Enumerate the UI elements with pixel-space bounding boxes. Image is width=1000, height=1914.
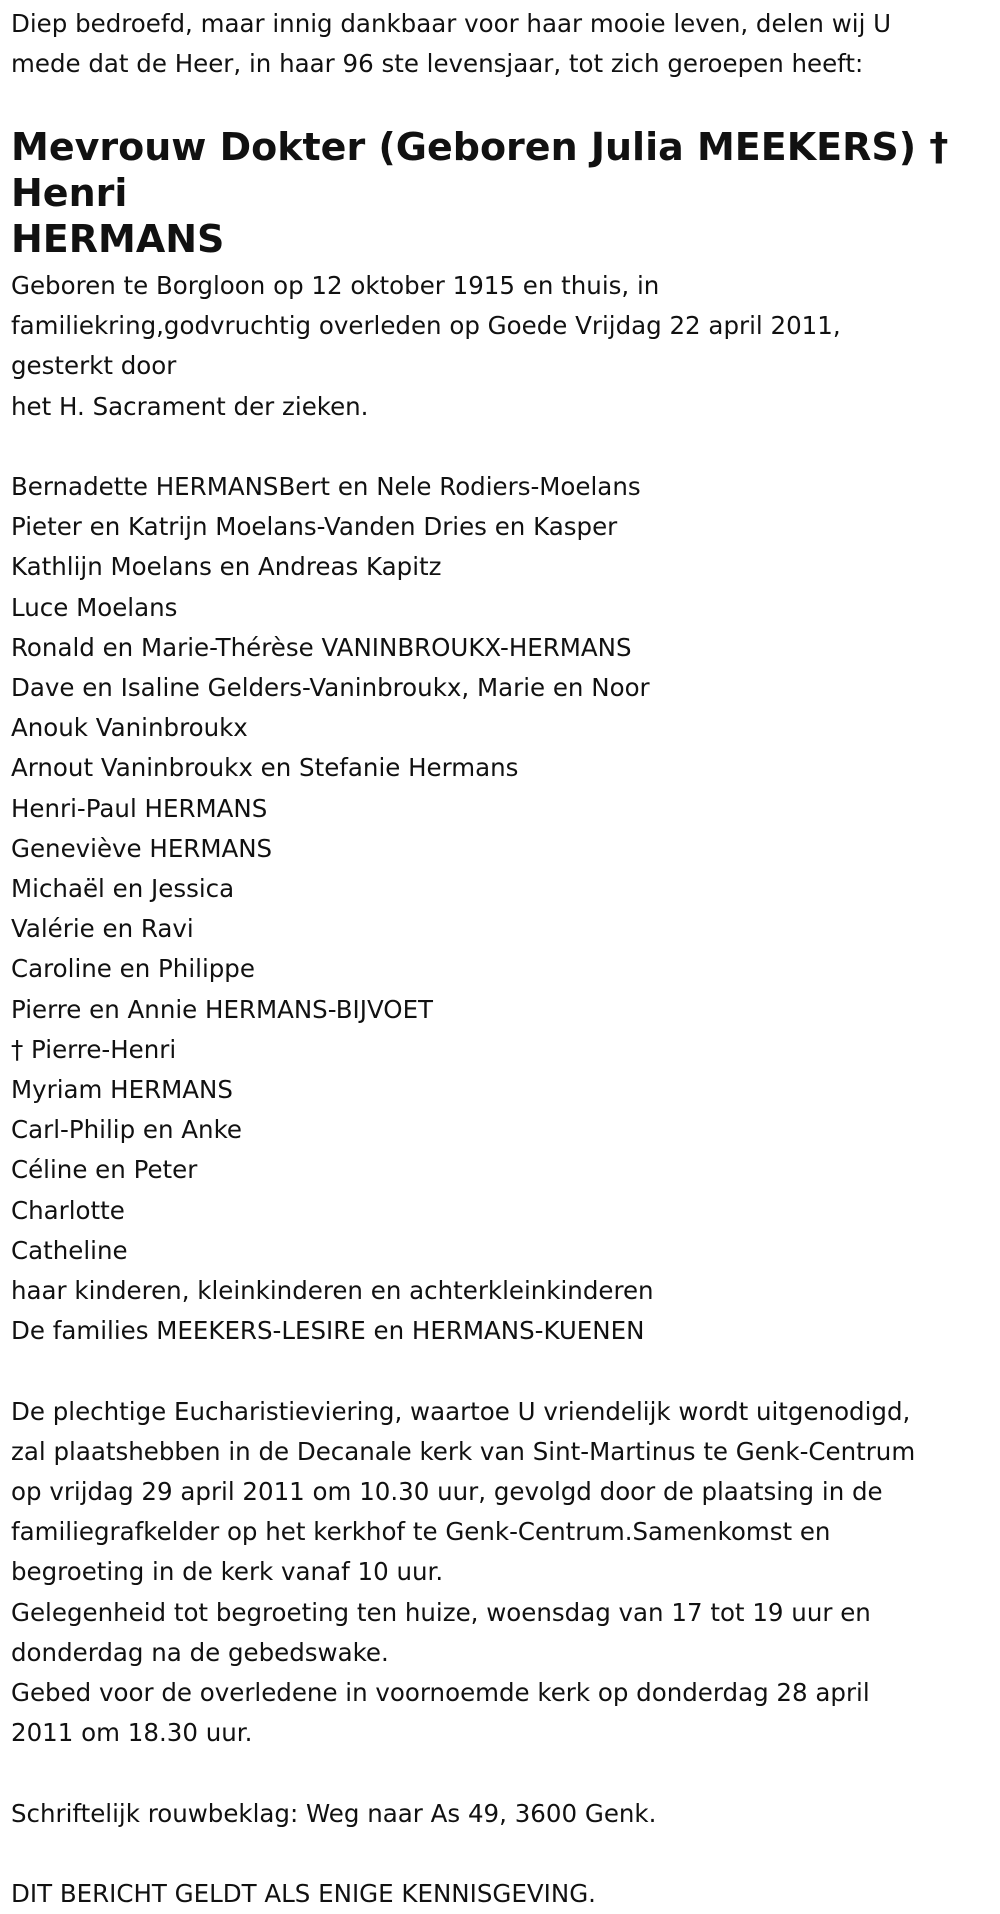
- ceremony-line: Gebed voor de overledene in voornoemde kerk op donderdag 28 april: [11, 1678, 870, 1708]
- intro-paragraph: [11, 4, 989, 84]
- spacer: [11, 1834, 989, 1874]
- ceremony-line: familiegrafkelder op het kerkhof te Genk-Centrum.Samenkomst en: [11, 1517, 831, 1547]
- ceremony-line: Gelegenheid tot begroeting ten huize, woensdag van 17 tot 19 uur en: [11, 1597, 871, 1627]
- family-member: Myriam HERMANS: [11, 1075, 233, 1105]
- family-member: Arnout Vaninbroukx en Stefanie Hermans: [11, 753, 519, 783]
- birth-line: Geboren te Borgloon op 12 oktober 1915 en thuis, in: [11, 271, 660, 300]
- family-member: Caroline en Philippe: [11, 954, 255, 984]
- family-member: Pieter en Katrijn Moelans-Vanden Dries en Kasper: [11, 512, 618, 542]
- family-member: Michaël en Jessica: [11, 874, 235, 904]
- ceremony-paragraph: [11, 1392, 989, 1754]
- family-member: Ronald en Marie-Thérèse VANINBROUKX-HERMANS: [11, 632, 632, 662]
- family-member: Charlotte: [11, 1195, 125, 1225]
- family-member: Pierre en Annie HERMANS-BIJVOET: [11, 994, 434, 1024]
- intro-line: mede dat de Heer, in haar 96 ste levensjaar, tot zich geroepen heeft:: [11, 49, 864, 78]
- family-member: De families MEEKERS-LESIRE en HERMANS-KUENEN: [11, 1316, 645, 1346]
- family-member: Dave en Isaline Gelders-Vaninbroukx, Marie en Noor: [11, 673, 650, 703]
- ceremony-line: donderdag na de gebedswake.: [11, 1637, 389, 1667]
- family-member: Bernadette HERMANSBert en Nele Rodiers-Moelans: [11, 472, 641, 501]
- title-line: Mevrouw Dokter (Geboren Julia MEEKERS) † Henri: [11, 125, 949, 215]
- notice-statement: DIT BERICHT GELDT ALS ENIGE KENNISGEVING.: [11, 1879, 596, 1909]
- birth-death-paragraph: [11, 266, 989, 427]
- ceremony-line: begroeting in de kerk vanaf 10 uur.: [11, 1557, 444, 1587]
- family-member: Céline en Peter: [11, 1155, 198, 1185]
- family-member: † Pierre-Henri: [11, 1034, 177, 1064]
- family-member: Anouk Vaninbroukx: [11, 713, 248, 743]
- family-member: Valérie en Ravi: [11, 914, 194, 944]
- condolence-address: Schriftelijk rouwbeklag: Weg naar As 49, 3600 Genk.: [11, 1798, 657, 1828]
- ceremony-line: zal plaatshebben in de Decanale kerk van Sint-Martinus te Genk-Centrum: [11, 1436, 916, 1466]
- family-member: Luce Moelans: [11, 592, 178, 622]
- spacer: [11, 1351, 989, 1391]
- family-list: [11, 467, 989, 1351]
- title-line: HERMANS: [11, 217, 225, 261]
- ceremony-line: 2011 om 18.30 uur.: [11, 1718, 253, 1748]
- birth-line: familiekring,godvruchtig overleden op Goede Vrijdag 22 april 2011,: [11, 311, 841, 341]
- spacer: [11, 427, 989, 467]
- family-member: Carl-Philip en Anke: [11, 1115, 242, 1145]
- birth-line: gesterkt door: [11, 351, 177, 381]
- family-member: Catheline: [11, 1235, 128, 1265]
- family-member: Kathlijn Moelans en Andreas Kapitz: [11, 552, 442, 582]
- deceased-name-heading: [11, 124, 989, 262]
- intro-line: Diep bedroefd, maar innig dankbaar voor haar mooie leven, delen wij U: [11, 9, 892, 38]
- birth-line: het H. Sacrament der zieken.: [11, 391, 369, 421]
- ceremony-line: op vrijdag 29 april 2011 om 10.30 uur, gevolgd door de plaatsing in de: [11, 1477, 883, 1507]
- family-member: Geneviève HERMANS: [11, 833, 273, 863]
- spacer: [11, 1753, 989, 1793]
- family-member: haar kinderen, kleinkinderen en achterkleinkinderen: [11, 1276, 654, 1306]
- family-member: Henri-Paul HERMANS: [11, 793, 268, 823]
- ceremony-line: De plechtige Eucharistieviering, waartoe U vriendelijk wordt uitgenodigd,: [11, 1396, 911, 1426]
